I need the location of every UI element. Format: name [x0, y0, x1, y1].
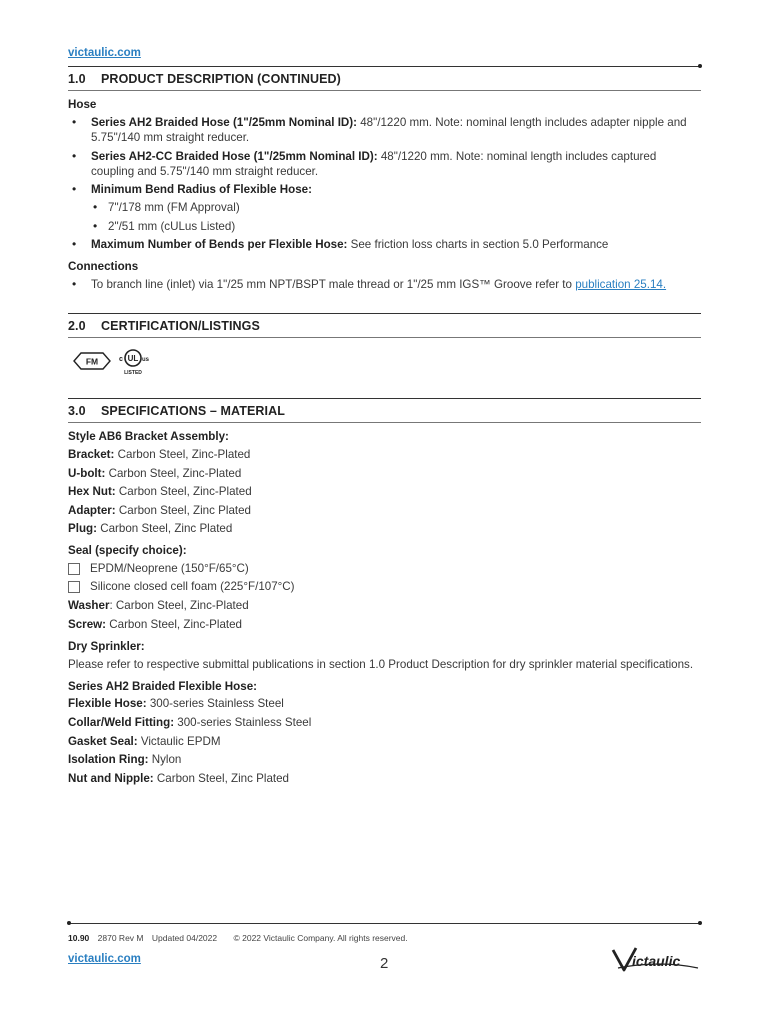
- bullet: •: [72, 149, 77, 163]
- footer-rule-dot-right: [698, 921, 702, 925]
- spec-value: Nylon: [148, 753, 182, 766]
- ul-listed-text: LISTED: [124, 370, 142, 376]
- item-text: See friction loss charts in section 5.0 Performance: [347, 238, 609, 251]
- spec-row: [68, 467, 241, 482]
- fm-approval-logo: [72, 350, 112, 372]
- victaulic-logo: [610, 946, 703, 972]
- spec-row: [68, 772, 289, 787]
- spec-value: Carbon Steel, Zinc-Plated: [115, 485, 252, 498]
- ul-text: UL: [127, 354, 139, 364]
- section-2-heading: [68, 319, 260, 333]
- spec-label: Collar/Weld Fitting:: [68, 716, 175, 729]
- list-item: [91, 238, 701, 253]
- section-3-rule: [68, 422, 701, 423]
- spec-row: [68, 448, 250, 463]
- spec-label: Isolation Ring:: [68, 753, 149, 766]
- ul-c-text: c: [119, 356, 123, 363]
- section-1-number: 1.0: [68, 72, 86, 86]
- page-number: 2: [380, 955, 389, 972]
- item-label: Minimum Bend Radius of Flexible Hose:: [91, 183, 312, 196]
- spec-row: [68, 735, 221, 750]
- spec-label: Hex Nut:: [68, 485, 116, 498]
- spec-row: [68, 753, 181, 768]
- spec-row: [68, 618, 242, 633]
- section-1-heading: [68, 72, 341, 86]
- connections-item: [91, 278, 701, 293]
- hose-material-heading: Series AH2 Braided Flexible Hose:: [68, 680, 258, 693]
- spec-label: Bracket:: [68, 448, 115, 461]
- spec-value: : Carbon Steel, Zinc-Plated: [109, 599, 249, 612]
- item-label: Series AH2-CC Braided Hose (1"/25mm Nominal ID):: [91, 150, 378, 163]
- connections-text: To branch line (inlet) via 1"/25 mm NPT/BSPT male thread or 1"/25 mm IGS™ Groove refer to: [91, 278, 576, 291]
- publication-link[interactable]: publication 25.14.: [575, 278, 667, 291]
- dry-sprinkler-heading: Dry Sprinkler:: [68, 640, 145, 653]
- seal-heading: Seal (specify choice):: [68, 544, 187, 557]
- spec-label: Plug:: [68, 522, 97, 535]
- list-item: [91, 116, 701, 145]
- footer-pub-number: 10.90: [68, 933, 90, 943]
- footer-copyright: © 2022 Victaulic Company. All rights reserved.: [233, 933, 408, 943]
- logo-text: ictaulic: [632, 953, 681, 969]
- sub-list-item: 2"/51 mm (cULus Listed): [108, 220, 236, 233]
- spec-label: Flexible Hose:: [68, 697, 147, 710]
- section-2-top-rule: [68, 313, 701, 314]
- spec-value: Carbon Steel, Zinc Plated: [115, 504, 252, 517]
- spec-row: [68, 716, 311, 731]
- sub-list-item: 7"/178 mm (FM Approval): [108, 201, 240, 214]
- spec-value: Victaulic EPDM: [137, 735, 221, 748]
- section-3-top-rule: [68, 398, 701, 399]
- section-3-heading: [68, 404, 285, 418]
- spec-value: Carbon Steel, Zinc Plated: [96, 522, 233, 535]
- spec-label: Adapter:: [68, 504, 116, 517]
- bullet: •: [72, 182, 77, 196]
- fm-logo-text: FM: [85, 356, 99, 367]
- section-2-title: CERTIFICATION/LISTINGS: [101, 319, 260, 333]
- section-2-number: 2.0: [68, 319, 86, 333]
- section-1-rule: [68, 90, 701, 91]
- header-rule-dot: [698, 64, 702, 68]
- ul-us-text: us: [142, 357, 150, 363]
- spec-value: 300-series Stainless Steel: [146, 697, 284, 710]
- footer-updated: Updated 04/2022: [151, 933, 218, 943]
- connections-heading: Connections: [68, 260, 139, 273]
- header-rule: [68, 66, 701, 67]
- spec-label: Screw:: [68, 618, 107, 631]
- spec-value: 300-series Stainless Steel: [174, 716, 312, 729]
- hose-heading: Hose: [68, 98, 97, 111]
- footer-site-link[interactable]: victaulic.com: [68, 953, 141, 965]
- spec-label: Gasket Seal:: [68, 735, 138, 748]
- spec-value: Carbon Steel, Zinc-Plated: [106, 618, 243, 631]
- footer-rule: [68, 923, 701, 924]
- footer-rule-dot-left: [67, 921, 71, 925]
- spec-row: [68, 697, 284, 712]
- sub-bullet: •: [93, 200, 98, 214]
- item-label: Maximum Number of Bends per Flexible Hose:: [91, 238, 348, 251]
- dry-sprinkler-text: Please refer to respective submittal publications in section 1.0 Product Description for dry sprinkler material specifications.: [68, 658, 694, 671]
- sub-bullet: •: [93, 219, 98, 233]
- section-1-title: PRODUCT DESCRIPTION (CONTINUED): [101, 72, 341, 86]
- spec-row: [68, 485, 252, 500]
- spec-value: Carbon Steel, Zinc-Plated: [105, 467, 242, 480]
- item-label: Series AH2 Braided Hose (1"/25mm Nominal ID):: [91, 116, 358, 129]
- bullet: •: [72, 115, 77, 129]
- bullet: •: [72, 237, 77, 251]
- seal-option-checkbox[interactable]: [68, 581, 80, 593]
- list-item: [91, 183, 701, 198]
- spec-label: U-bolt:: [68, 467, 106, 480]
- header-site-link[interactable]: victaulic.com: [68, 47, 141, 59]
- item-text: 48"/1220 mm. Note: nominal length includes captured coupling and 5.75"/140 mm straight reducer.: [91, 150, 657, 178]
- spec-row: [68, 522, 232, 537]
- seal-option-label: Silicone closed cell foam (225°F/107°C): [90, 580, 295, 593]
- seal-option-label: EPDM/Neoprene (150°F/65°C): [90, 562, 249, 575]
- bracket-heading: Style AB6 Bracket Assembly:: [68, 430, 229, 443]
- spec-value: Carbon Steel, Zinc Plated: [153, 772, 290, 785]
- item-text: 48"/1220 mm. Note: nominal length includes adapter nipple and 5.75"/140 mm straight reducer.: [91, 116, 687, 144]
- spec-row: [68, 504, 251, 519]
- section-3-title: SPECIFICATIONS – MATERIAL: [101, 404, 285, 418]
- spec-row: [68, 599, 249, 614]
- ul-listed-logo: [116, 347, 154, 377]
- list-item: [91, 150, 701, 179]
- spec-label: Washer: [68, 599, 110, 612]
- section-3-number: 3.0: [68, 404, 86, 418]
- footer-info: [68, 933, 414, 943]
- section-2-rule: [68, 337, 701, 338]
- spec-value: Carbon Steel, Zinc-Plated: [114, 448, 251, 461]
- spec-label: Nut and Nipple:: [68, 772, 154, 785]
- seal-option-checkbox[interactable]: [68, 563, 80, 575]
- footer-rev: 2870 Rev M: [97, 933, 144, 943]
- bullet: •: [72, 277, 77, 291]
